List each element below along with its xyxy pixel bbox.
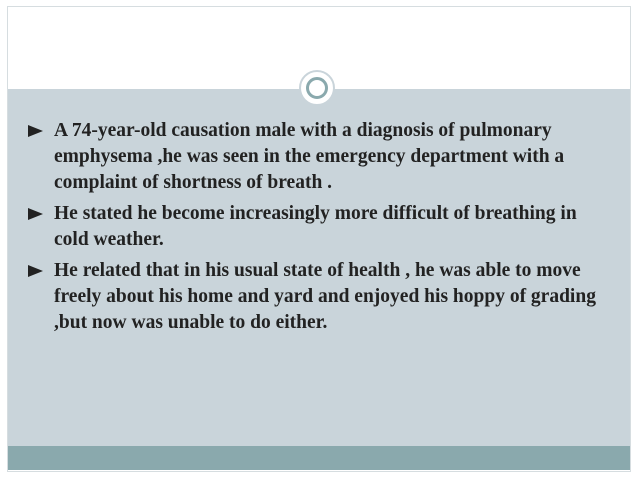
triangle-bullet-icon [28, 208, 43, 220]
circle-ornament-icon [299, 70, 335, 106]
bullet-item [28, 118, 608, 196]
bullet-list [28, 118, 608, 341]
bullet-item [28, 258, 608, 336]
triangle-bullet-icon [28, 265, 43, 277]
triangle-bullet-icon [28, 125, 43, 137]
bullet-text: He related that in his usual state of health , he was able to move freely about his home and yard and enjoyed his hoppy of grading ,but now was unable to do either. [54, 260, 596, 333]
footer-band [8, 446, 630, 470]
bullet-text: A 74-year-old causation male with a diagnosis of pulmonary emphysema ,he was seen in the emergency department with a complaint of shortness of breath . [54, 120, 565, 193]
bullet-text: He stated he become increasingly more difficult of breathing in cold weather. [54, 203, 577, 250]
bullet-item [28, 201, 608, 253]
